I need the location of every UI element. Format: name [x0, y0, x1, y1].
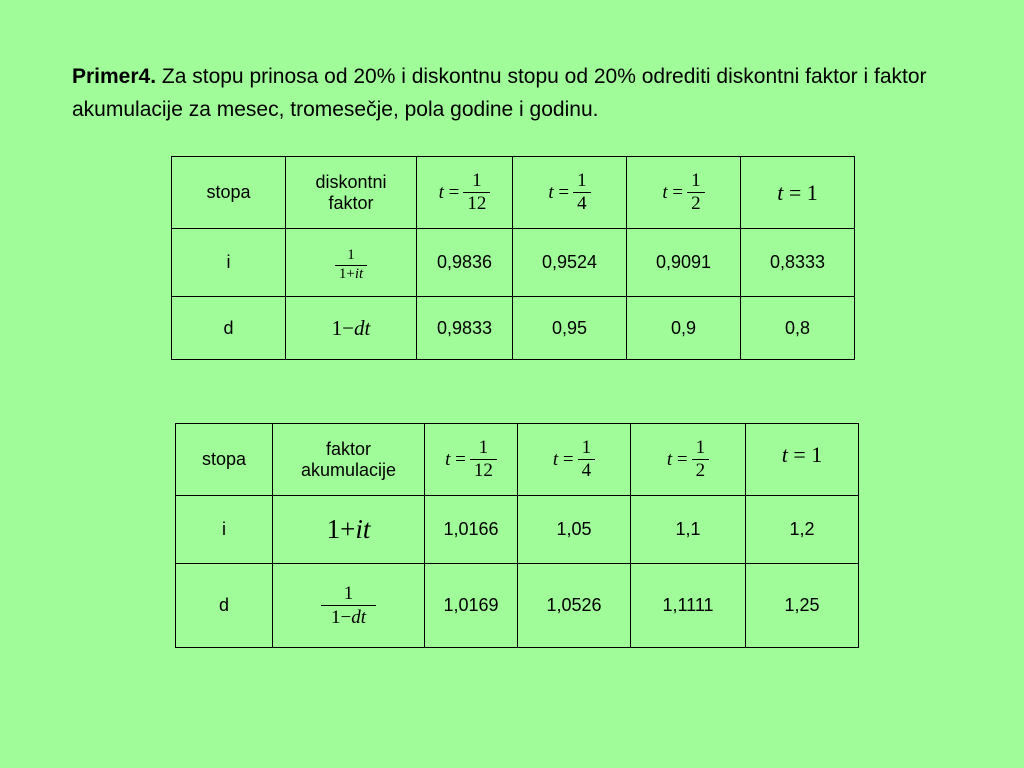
stopa-header: stopa: [172, 157, 286, 229]
row-label: d: [176, 564, 273, 648]
problem-label: Primer4.: [72, 65, 157, 88]
value-cell: 1,2: [746, 496, 859, 564]
value-cell: 0,9: [627, 297, 741, 360]
value-cell: 1,1: [631, 496, 746, 564]
factor-header-line2: faktor: [328, 192, 374, 213]
period-header-half-year: t = $\frac{1}{2}$: [627, 157, 741, 229]
row-label: i: [172, 229, 286, 297]
accumulation-factor-table: [175, 423, 859, 648]
period-header-month: t = $\frac{1}{12}$: [425, 424, 518, 496]
value-cell: 1,05: [518, 496, 631, 564]
value-cell: 1,25: [746, 564, 859, 648]
value-cell: 0,95: [513, 297, 627, 360]
factor-header-line1: diskontni: [315, 171, 387, 192]
table-header-row: [176, 424, 859, 496]
value-cell: 1,0526: [518, 564, 631, 648]
formula-cell: 1− dt: [286, 297, 417, 360]
factor-header-line1: faktor: [325, 438, 372, 459]
period-header-year: t = 1: [746, 424, 859, 496]
row-label: d: [172, 297, 286, 360]
value-cell: 0,8333: [741, 229, 855, 297]
factor-header-line2: akumulacije: [300, 459, 397, 480]
factor-header: [273, 424, 425, 496]
period-header-month: t = $\frac{1}{12}$: [417, 157, 513, 229]
factor-header: [286, 157, 417, 229]
value-cell: 1,0166: [425, 496, 518, 564]
value-cell: 0,9836: [417, 229, 513, 297]
table-row: [172, 229, 855, 297]
problem-heading: [72, 60, 982, 126]
stopa-header: stopa: [176, 424, 273, 496]
problem-text: Za stopu prinosa od 20% i diskontnu stopu od 20% odrediti diskontni faktor i faktor akumulacije za mesec, tromesečje, pola godine i godinu.: [72, 65, 927, 121]
table-row: [172, 297, 855, 360]
table-row: [176, 496, 859, 564]
period-header-quarter: t = $\frac{1}{4}$: [513, 157, 627, 229]
value-cell: 0,9524: [513, 229, 627, 297]
discount-factor-table: [171, 156, 855, 360]
value-cell: 0,9091: [627, 229, 741, 297]
value-cell: 1,1111: [631, 564, 746, 648]
table-header-row: [172, 157, 855, 229]
formula-cell: $\frac{1}{1-dt}$: [273, 564, 425, 648]
formula-cell: $\frac{1}{1+it}$: [286, 229, 417, 297]
table-row: [176, 564, 859, 648]
value-cell: 0,8: [741, 297, 855, 360]
value-cell: 0,9833: [417, 297, 513, 360]
period-header-year: t = 1: [741, 157, 855, 229]
formula-cell: 1+ it: [273, 496, 425, 564]
period-header-quarter: t = $\frac{1}{4}$: [518, 424, 631, 496]
value-cell: 1,0169: [425, 564, 518, 648]
period-header-half-year: t = $\frac{1}{2}$: [631, 424, 746, 496]
row-label: i: [176, 496, 273, 564]
